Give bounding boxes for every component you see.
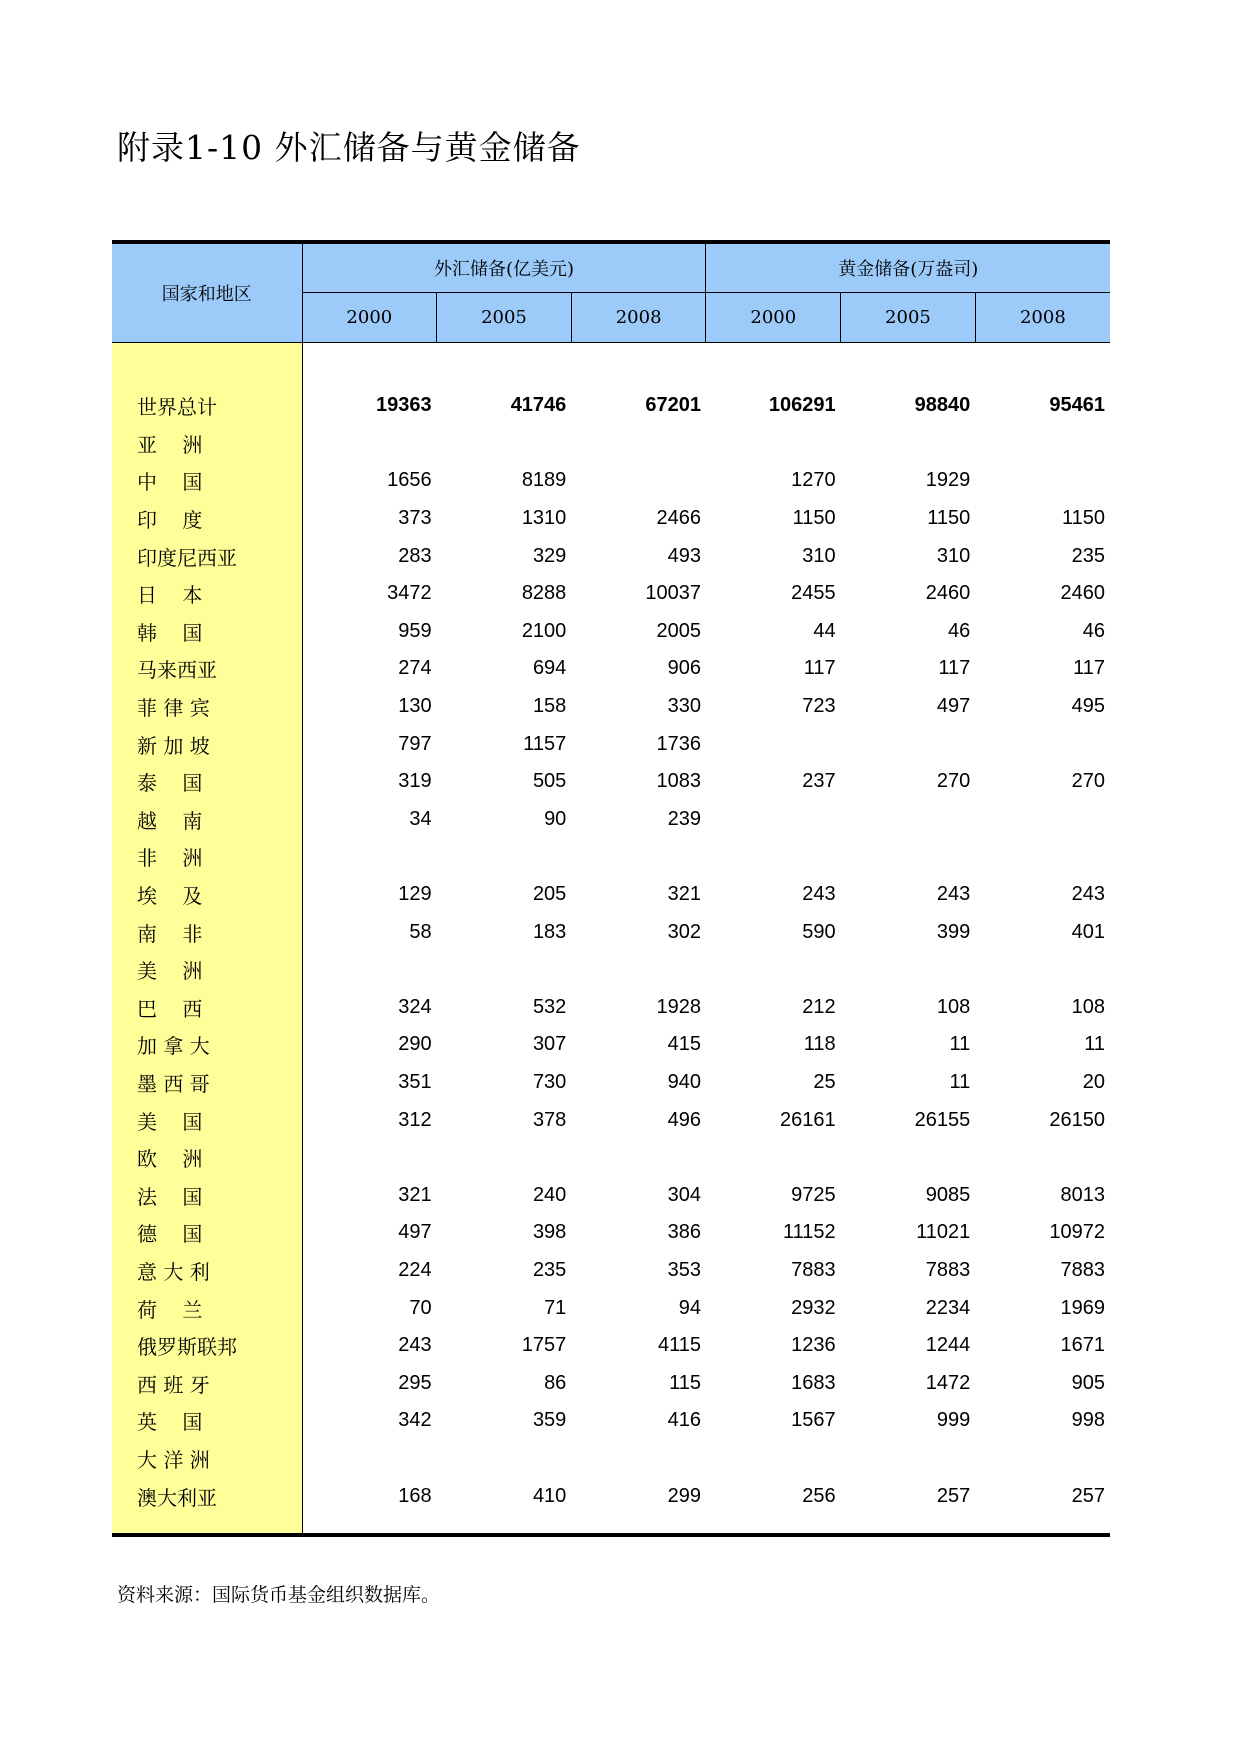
value-cell: 1270 (791, 469, 836, 492)
country-name: 美 国 (112, 1101, 302, 1139)
header-country: 国家和地区 (112, 242, 302, 343)
table-row (112, 1402, 1110, 1440)
value-cell: 386 (667, 1221, 701, 1244)
table-row (112, 1139, 1110, 1177)
value-cell: 410 (532, 1484, 567, 1507)
value-cell: 310 (802, 544, 836, 567)
value-cell (706, 1440, 841, 1478)
country-name: 印度尼西亚 (112, 537, 302, 575)
value-cell (302, 1139, 437, 1177)
table-body (112, 343, 1110, 1535)
value-cell: 353 (667, 1258, 701, 1281)
value-cell: 1928 (656, 995, 701, 1018)
value-cell: 342 (398, 1409, 432, 1432)
table-row (112, 650, 1110, 688)
value-cell (571, 838, 706, 876)
value-cell: 1150 (792, 507, 836, 530)
table-row (112, 1364, 1110, 1402)
country-name: 马来西亚 (112, 650, 302, 688)
value-cell (706, 725, 841, 763)
value-cell: 493 (667, 544, 701, 567)
value-cell: 1683 (791, 1371, 836, 1394)
value-cell: 299 (667, 1484, 701, 1507)
value-cell: 168 (398, 1484, 432, 1507)
value-cell: 11 (1084, 1033, 1105, 1056)
value-cell: 378 (532, 1108, 567, 1131)
value-cell: 310 (936, 544, 971, 567)
value-cell: 302 (667, 920, 701, 943)
country-name: 非 洲 (112, 838, 302, 876)
value-cell (571, 1139, 706, 1177)
value-cell: 1656 (387, 469, 432, 492)
value-cell: 10037 (645, 582, 701, 605)
value-cell: 1236 (791, 1334, 836, 1357)
table-row (112, 989, 1110, 1027)
country-name: 日 本 (112, 575, 302, 613)
value-cell: 1929 (925, 469, 971, 492)
country-name: 韩 国 (112, 613, 302, 651)
value-cell: 130 (398, 695, 432, 718)
value-cell: 2460 (1060, 582, 1105, 605)
country-name: 菲 律 宾 (112, 688, 302, 726)
table-row (112, 537, 1110, 575)
value-cell: 1244 (925, 1334, 971, 1357)
value-cell: 694 (532, 657, 567, 680)
value-cell: 115 (669, 1371, 701, 1394)
table-row (112, 838, 1110, 876)
value-cell: 797 (398, 732, 432, 755)
value-cell: 497 (936, 695, 971, 718)
value-cell (841, 1139, 976, 1177)
value-cell: 4115 (657, 1334, 701, 1357)
value-cell: 312 (398, 1108, 432, 1131)
value-cell: 9085 (925, 1183, 971, 1206)
value-cell: 205 (532, 883, 567, 906)
value-cell (975, 838, 1110, 876)
value-cell: 7883 (1060, 1258, 1105, 1281)
value-cell: 26155 (914, 1108, 971, 1131)
table-row (112, 1176, 1110, 1214)
value-cell: 329 (532, 544, 567, 567)
country-name: 加 拿 大 (112, 1026, 302, 1064)
value-cell (302, 951, 437, 989)
table-row (112, 462, 1110, 500)
value-cell: 321 (667, 883, 701, 906)
value-cell: 58 (409, 920, 432, 943)
country-name: 英 国 (112, 1402, 302, 1440)
value-cell (706, 1139, 841, 1177)
value-cell (437, 425, 572, 463)
value-cell: 10972 (1049, 1221, 1105, 1244)
value-cell (437, 1440, 572, 1478)
country-name: 俄罗斯联邦 (112, 1327, 302, 1365)
value-cell: 90 (544, 807, 567, 830)
value-cell: 532 (532, 995, 567, 1018)
value-cell: 2005 (656, 619, 701, 642)
header-year: 2005 (437, 293, 572, 343)
value-cell: 274 (398, 657, 432, 680)
value-cell: 2932 (791, 1296, 836, 1319)
value-cell: 497 (398, 1221, 432, 1244)
table-row (112, 951, 1110, 989)
value-cell: 1472 (925, 1371, 971, 1394)
table-row (112, 613, 1110, 651)
table-row (112, 913, 1110, 951)
header-year: 2008 (571, 293, 706, 343)
country-name: 墨 西 哥 (112, 1064, 302, 1102)
country-name: 世界总计 (112, 387, 302, 425)
value-cell: 67201 (645, 394, 701, 417)
page-title: 附录1-10 外汇储备与黄金储备 (117, 128, 581, 167)
value-cell: 98840 (914, 394, 971, 417)
country-name: 意 大 利 (112, 1252, 302, 1290)
value-cell: 304 (667, 1183, 701, 1206)
country-name: 越 南 (112, 801, 302, 839)
table-row (112, 725, 1110, 763)
value-cell: 212 (802, 995, 836, 1018)
spacer-row (112, 343, 1110, 388)
table-row (112, 1064, 1110, 1102)
value-cell: 46 (948, 619, 971, 642)
value-cell: 999 (936, 1409, 971, 1432)
value-cell: 3472 (387, 582, 432, 605)
value-cell: 243 (936, 883, 971, 906)
value-cell: 235 (532, 1258, 567, 1281)
value-cell: 237 (802, 770, 836, 793)
value-cell: 723 (802, 695, 836, 718)
value-cell: 7883 (791, 1258, 836, 1281)
value-cell: 415 (667, 1033, 701, 1056)
value-cell: 8189 (521, 469, 567, 492)
table-row (112, 1327, 1110, 1365)
value-cell (302, 1440, 437, 1478)
value-cell: 11021 (916, 1221, 971, 1244)
value-cell: 11152 (782, 1221, 836, 1244)
table-row (112, 1440, 1110, 1478)
table-row (112, 1477, 1110, 1515)
header-year: 2008 (975, 293, 1110, 343)
value-cell (706, 838, 841, 876)
table-row (112, 575, 1110, 613)
country-name: 新 加 坡 (112, 725, 302, 763)
value-cell (975, 425, 1110, 463)
value-cell: 399 (936, 920, 971, 943)
value-cell: 324 (398, 995, 432, 1018)
value-cell: 940 (667, 1070, 701, 1093)
value-cell: 270 (1071, 770, 1105, 793)
table-row (112, 688, 1110, 726)
value-cell: 416 (667, 1409, 701, 1432)
value-cell: 94 (678, 1296, 701, 1319)
value-cell: 86 (544, 1371, 567, 1394)
reserves-table (112, 240, 1110, 1537)
value-cell (437, 951, 572, 989)
value-cell: 905 (1071, 1371, 1105, 1394)
value-cell: 505 (532, 770, 567, 793)
value-cell: 730 (532, 1070, 567, 1093)
value-cell (841, 425, 976, 463)
value-cell: 1150 (1061, 507, 1105, 530)
spacer-row (112, 1515, 1110, 1535)
value-cell: 19363 (376, 394, 432, 417)
value-cell (571, 462, 706, 500)
country-name: 荷 兰 (112, 1289, 302, 1327)
value-cell: 2455 (791, 582, 836, 605)
source-note: 资料来源：国际货币基金组织数据库。 (117, 1584, 441, 1606)
value-cell: 117 (803, 657, 836, 680)
value-cell: 26161 (780, 1108, 836, 1131)
value-cell (571, 951, 706, 989)
value-cell: 9725 (791, 1183, 836, 1206)
country-name: 德 国 (112, 1214, 302, 1252)
value-cell: 1757 (521, 1334, 567, 1357)
value-cell: 70 (409, 1296, 432, 1319)
value-cell: 256 (802, 1484, 836, 1507)
value-cell: 46 (1082, 619, 1105, 642)
value-cell (571, 1440, 706, 1478)
value-cell: 1736 (656, 732, 701, 755)
value-cell (975, 801, 1110, 839)
value-cell: 998 (1071, 1409, 1105, 1432)
value-cell: 359 (532, 1409, 567, 1432)
value-cell: 1150 (927, 507, 971, 530)
value-cell: 106291 (768, 394, 836, 417)
value-cell: 257 (1071, 1484, 1105, 1507)
value-cell: 1157 (523, 732, 567, 755)
value-cell: 257 (936, 1484, 971, 1507)
value-cell (975, 1440, 1110, 1478)
country-name: 澳大利亚 (112, 1477, 302, 1515)
country-name: 中 国 (112, 462, 302, 500)
value-cell: 1083 (656, 770, 701, 793)
value-cell (841, 725, 976, 763)
value-cell (302, 838, 437, 876)
table-row (112, 801, 1110, 839)
header-forex-reserves: 外汇储备(亿美元) (302, 242, 706, 293)
value-cell (841, 801, 976, 839)
value-cell: 235 (1071, 544, 1105, 567)
value-cell: 25 (813, 1070, 836, 1093)
value-cell: 117 (938, 657, 971, 680)
value-cell (571, 425, 706, 463)
value-cell (706, 801, 841, 839)
value-cell: 321 (398, 1183, 432, 1206)
table-row (112, 1289, 1110, 1327)
value-cell: 11 (949, 1033, 971, 1056)
header-gold-reserves: 黄金储备(万盎司) (706, 242, 1110, 293)
table-row-total (112, 387, 1110, 425)
country-name: 印 度 (112, 500, 302, 538)
value-cell: 239 (667, 807, 701, 830)
value-cell: 283 (398, 544, 432, 567)
header-year: 2005 (841, 293, 976, 343)
value-cell: 108 (1071, 995, 1105, 1018)
table-row (112, 876, 1110, 914)
value-cell: 1567 (791, 1409, 836, 1432)
value-cell (841, 1440, 976, 1478)
table-header (112, 242, 1110, 343)
country-name: 南 非 (112, 913, 302, 951)
value-cell: 243 (802, 883, 836, 906)
value-cell (706, 951, 841, 989)
value-cell: 495 (1071, 695, 1105, 718)
value-cell: 1671 (1060, 1334, 1105, 1357)
value-cell: 2460 (925, 582, 971, 605)
value-cell: 307 (532, 1033, 567, 1056)
value-cell: 295 (398, 1371, 432, 1394)
value-cell (975, 951, 1110, 989)
value-cell: 398 (532, 1221, 567, 1244)
value-cell: 2234 (925, 1296, 971, 1319)
value-cell: 224 (398, 1258, 432, 1281)
value-cell: 158 (532, 695, 567, 718)
value-cell (841, 838, 976, 876)
country-name: 西 班 牙 (112, 1364, 302, 1402)
value-cell: 373 (398, 507, 432, 530)
value-cell: 906 (667, 657, 701, 680)
table-row (112, 763, 1110, 801)
value-cell: 8288 (521, 582, 567, 605)
country-name: 法 国 (112, 1176, 302, 1214)
value-cell: 1310 (521, 507, 567, 530)
country-name: 大 洋 洲 (112, 1440, 302, 1478)
value-cell: 290 (398, 1033, 432, 1056)
value-cell: 496 (667, 1108, 701, 1131)
value-cell: 26150 (1049, 1108, 1105, 1131)
value-cell: 243 (398, 1334, 432, 1357)
value-cell: 108 (936, 995, 971, 1018)
country-name: 埃 及 (112, 876, 302, 914)
value-cell: 34 (409, 807, 432, 830)
value-cell: 117 (1073, 657, 1105, 680)
country-name: 巴 西 (112, 989, 302, 1027)
value-cell: 183 (532, 920, 567, 943)
value-cell: 959 (398, 619, 432, 642)
value-cell (975, 725, 1110, 763)
country-name: 泰 国 (112, 763, 302, 801)
value-cell (302, 425, 437, 463)
header-year: 2000 (706, 293, 841, 343)
value-cell: 71 (544, 1296, 567, 1319)
value-cell: 590 (802, 920, 836, 943)
value-cell: 11 (949, 1070, 971, 1093)
country-name: 亚 洲 (112, 425, 302, 463)
value-cell (437, 1139, 572, 1177)
value-cell: 41746 (510, 394, 567, 417)
value-cell: 95461 (1049, 394, 1105, 417)
value-cell: 1969 (1060, 1296, 1105, 1319)
table-row (112, 1026, 1110, 1064)
table-row (112, 1101, 1110, 1139)
country-name: 欧 洲 (112, 1139, 302, 1177)
table-row (112, 1214, 1110, 1252)
value-cell: 243 (1071, 883, 1105, 906)
value-cell: 118 (803, 1033, 836, 1056)
value-cell: 44 (813, 619, 836, 642)
value-cell: 20 (1082, 1070, 1105, 1093)
value-cell (437, 838, 572, 876)
table-row (112, 1252, 1110, 1290)
country-name: 美 洲 (112, 951, 302, 989)
value-cell: 8013 (1060, 1183, 1105, 1206)
value-cell: 351 (398, 1070, 432, 1093)
value-cell: 7883 (925, 1258, 971, 1281)
table-row (112, 425, 1110, 463)
header-year: 2000 (302, 293, 437, 343)
value-cell: 401 (1071, 920, 1105, 943)
value-cell: 240 (532, 1183, 567, 1206)
value-cell (841, 951, 976, 989)
value-cell: 319 (398, 770, 432, 793)
value-cell (706, 425, 841, 463)
value-cell: 270 (936, 770, 971, 793)
value-cell: 2100 (521, 619, 567, 642)
table-row (112, 500, 1110, 538)
value-cell: 2466 (656, 507, 701, 530)
value-cell (975, 462, 1110, 500)
value-cell (975, 1139, 1110, 1177)
value-cell: 330 (667, 695, 701, 718)
value-cell: 129 (398, 883, 432, 906)
